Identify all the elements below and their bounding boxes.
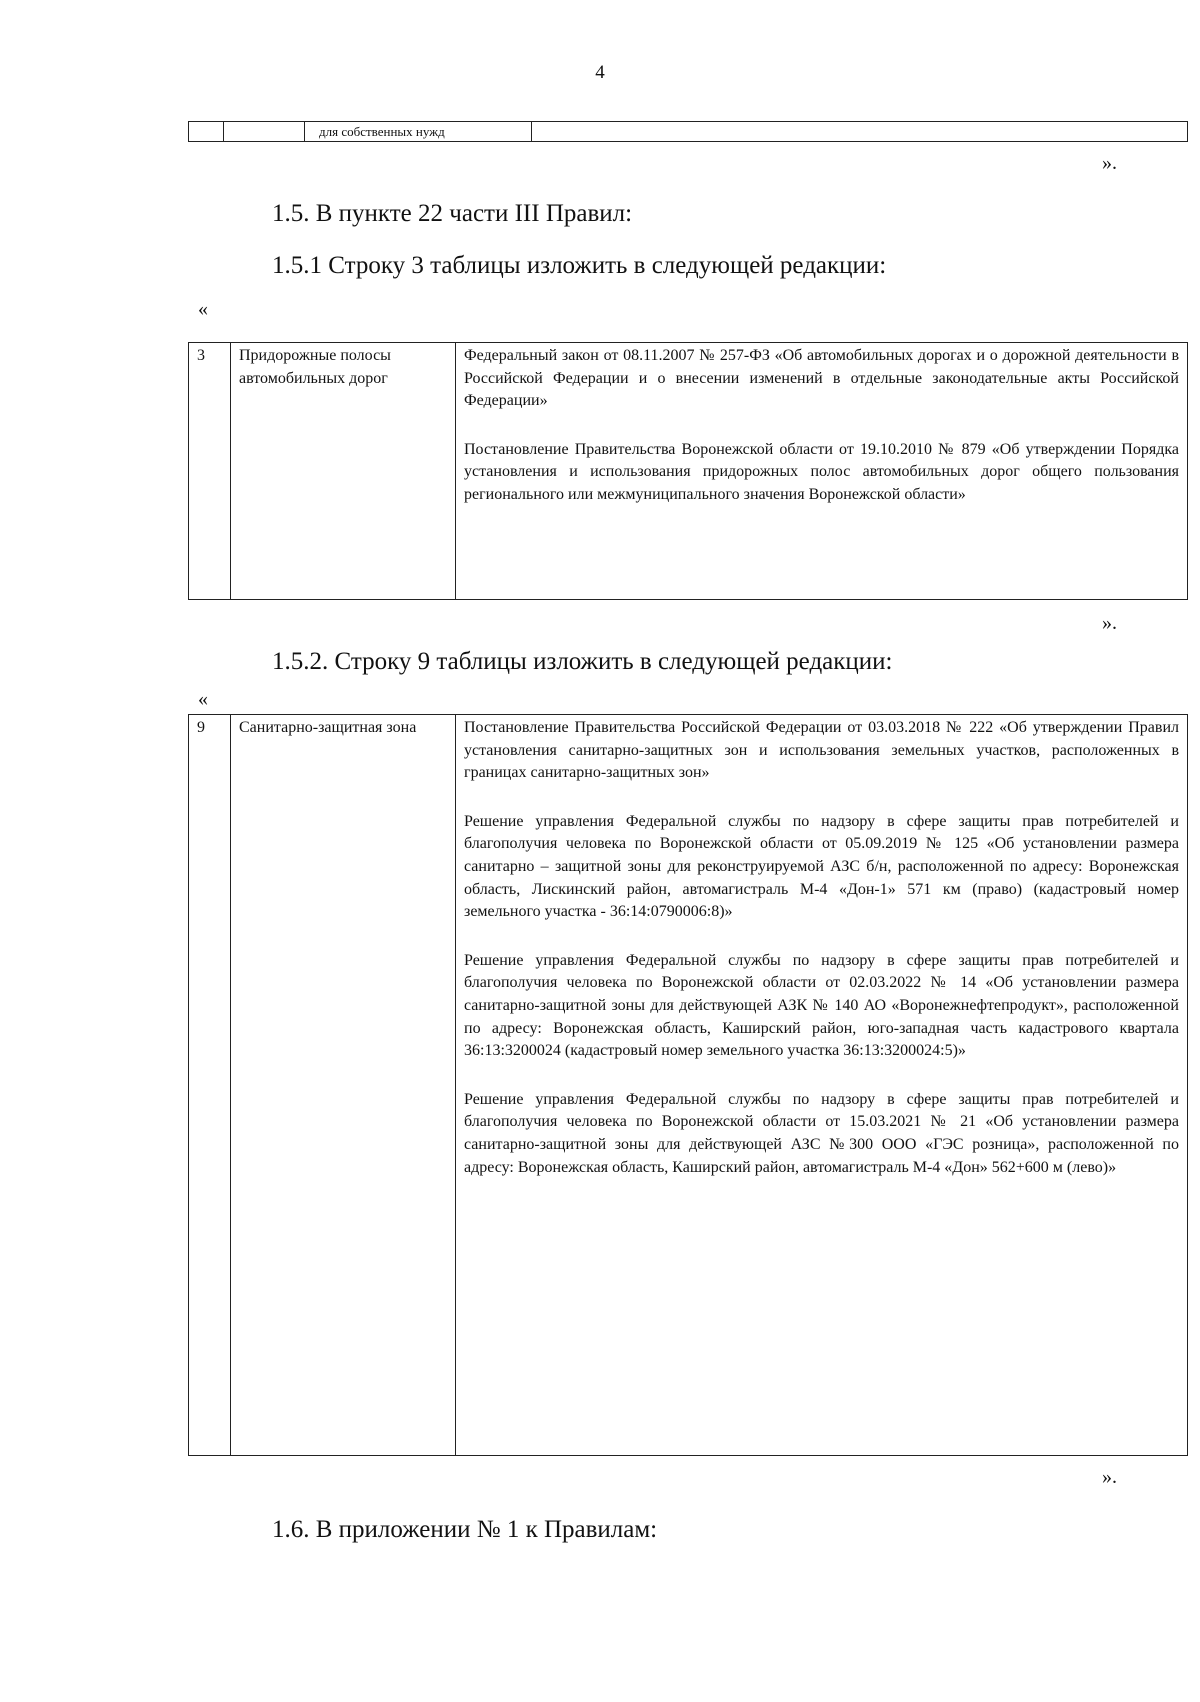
legal-paragraph: Постановление Правительства Воронежской области от 19.10.2010 № 879 «Об утверждении Порядка установления и использования придорожных полос автомобильных дорог общего пользования регионального или межмуниципального значения Воронежской области» [464, 440, 1179, 503]
row-legal-basis [456, 715, 1188, 1456]
legal-paragraph: Федеральный закон от 08.11.2007 № 257-ФЗ «Об автомобильных дорогах и о дорожной деятельности в Российской Федерации и о внесении изменений в отдельные законодательные акты Российской Федерации» [464, 347, 1179, 410]
legal-paragraph: Постановление Правительства Российской Федерации от 03.03.2018 № 222 «Об утверждении Правил установления санитарно-защитных зон и использования земельных участков, расположенных в границах санитарно-защитных зон» [464, 719, 1179, 782]
row-number: 3 [189, 343, 231, 600]
row-number: 9 [189, 715, 231, 1456]
table-row [189, 343, 1188, 600]
table-row [189, 715, 1188, 1456]
fragment-cell-3: для собственных нужд [305, 122, 532, 142]
closing-quote: ». [1102, 152, 1117, 174]
fragment-cell-1 [189, 122, 224, 142]
row-name: Придорожные полосы автомобильных дорог [231, 343, 456, 600]
legal-paragraph: Решение управления Федеральной службы по надзору в сфере защиты прав потребителей и благополучия человека по Воронежской области от 15.03.2021 № 21 «Об установлении размера санитарно-защитной зоны для действующей АЗС №300 ООО «ГЭС розница», расположенной по адресу: Воронежская область, Каширский район, автомагистраль М-4 «Дон» 562+600 м (лево)» [464, 1090, 1179, 1176]
fragment-cell-4 [532, 122, 1188, 142]
previous-table-fragment [188, 121, 1188, 142]
section-heading-1-5: 1.5. В пункте 22 части III Правил: [272, 200, 633, 227]
opening-quote: « [198, 688, 208, 710]
closing-quote: ». [1102, 1466, 1117, 1488]
row-name: Санитарно-защитная зона [231, 715, 456, 1456]
row-legal-basis [456, 343, 1188, 600]
section-heading-1-5-1: 1.5.1 Строку 3 таблицы изложить в следующей редакции: [272, 252, 887, 279]
closing-quote: ». [1102, 612, 1117, 634]
row-3-table [188, 342, 1188, 600]
fragment-cell-2 [224, 122, 305, 142]
table-row [189, 122, 1188, 142]
page-number: 4 [595, 62, 605, 83]
section-heading-1-5-2: 1.5.2. Строку 9 таблицы изложить в следующей редакции: [272, 648, 893, 675]
section-heading-1-6: 1.6. В приложении № 1 к Правилам: [272, 1516, 658, 1543]
legal-paragraph: Решение управления Федеральной службы по надзору в сфере защиты прав потребителей и благополучия человека по Воронежской области от 05.09.2019 № 125 «Об установлении размера санитарно – защитной зоны для реконструируемой АЗС б/н, расположенной по адресу: Воронежская область, Лискинский район, автомагистраль М-4 «Дон-1» 571 км (право) (кадастровый номер земельного участка - 36:14:0790006:8)» [464, 812, 1179, 921]
row-9-table [188, 714, 1188, 1456]
legal-paragraph: Решение управления Федеральной службы по надзору в сфере защиты прав потребителей и благополучия человека по Воронежской области от 02.03.2022 № 14 «Об установлении размера санитарно-защитной зоны для действующей АЗК № 140 АО «Воронежнефтепродукт», расположенной по адресу: Воронежская область, Каширский район, юго-западная часть кадастрового квартала 36:13:3200024 (кадастровый номер земельного участка 36:13:3200024:5)» [464, 951, 1179, 1060]
opening-quote: « [198, 298, 208, 320]
